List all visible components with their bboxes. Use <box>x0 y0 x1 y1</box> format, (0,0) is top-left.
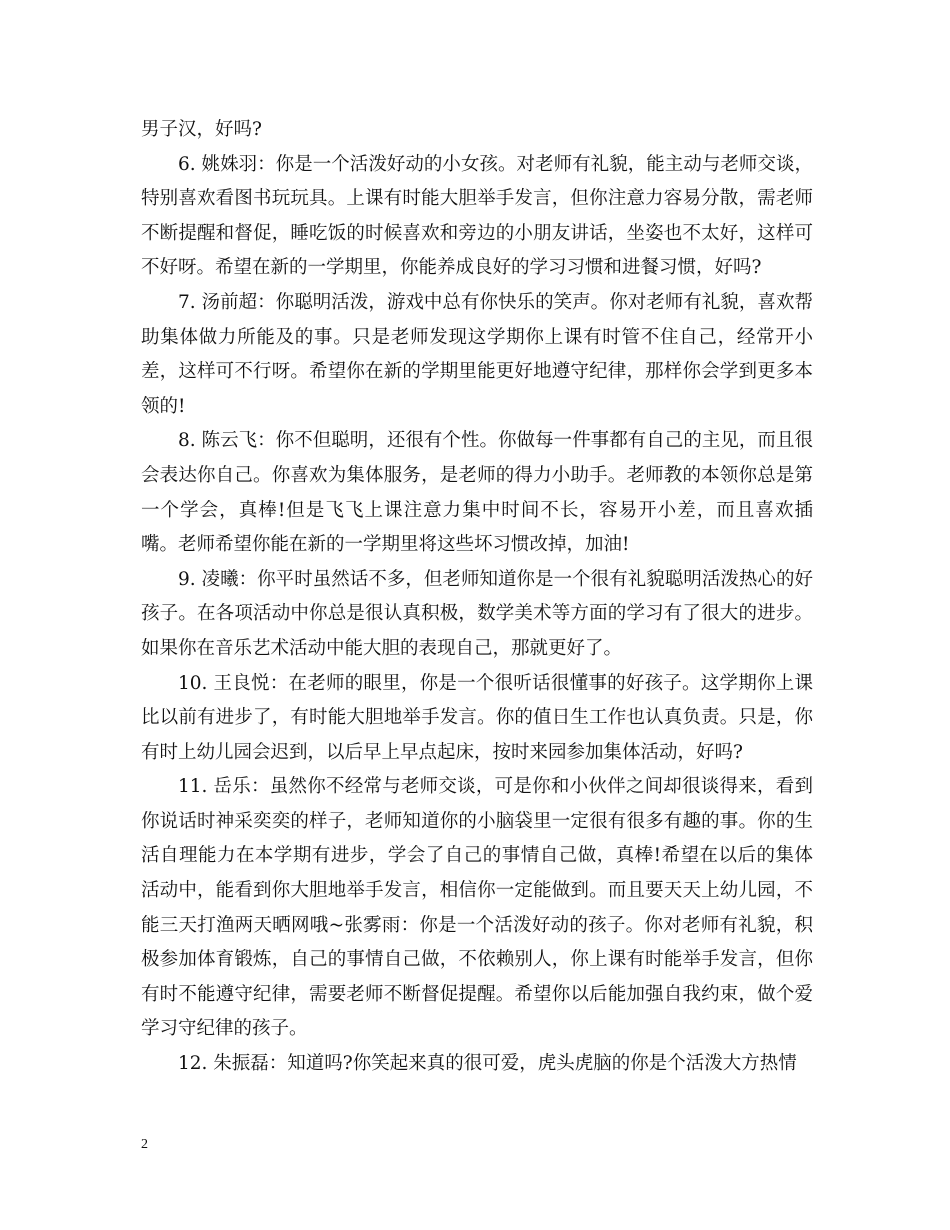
paragraph-comment-8: 8. 陈云飞：你不但聪明，还很有个性。你做每一件事都有自己的主见，而且很会表达你自己。你喜欢为集体服务，是老师的得力小助手。老师教的本领你总是第一个学会，真棒!但是飞飞上课注意力集中时间不长，容易开小差，而且喜欢插嘴。老师希望你能在新的一学期里将这些坏习惯改掉，加油! <box>141 430 813 556</box>
page-number: 2 <box>141 1137 148 1152</box>
paragraph-comment-7: 7. 汤前超：你聪明活泼，游戏中总有你快乐的笑声。你对老师有礼貌，喜欢帮助集体做力所能及的事。只是老师发现这学期你上课有时管不住自己，经常开小差，这样可不行呀。希望你在新的学期里能更好地遵守纪律，那样你会学到更多本领的! <box>141 291 813 417</box>
paragraph-comment-9: 9. 凌曦：你平时虽然话不多，但老师知道你是一个很有礼貌聪明活泼热心的好孩子。在各项活动中你总是很认真积极，数学美术等方面的学习有了很大的进步。如果你在音乐艺术活动中能大胆的表现自己，那就更好了。 <box>141 568 813 659</box>
paragraph-comment-10: 10. 王良悦：在老师的眼里，你是一个很听话很懂事的好孩子。这学期你上课比以前有进步了，有时能大胆地举手发言。你的值日生工作也认真负责。只是，你有时上幼儿园会迟到，以后早上早点起床，按时来园参加集体活动，好吗? <box>141 672 813 763</box>
paragraph-comment-6: 6. 姚姝羽：你是一个活泼好动的小女孩。对老师有礼貌，能主动与老师交谈，特别喜欢看图书玩玩具。上课有时能大胆举手发言，但你注意力容易分散，需老师不断提醒和督促，睡吃饭的时候喜欢和旁边的小朋友讲话，坐姿也不太好，这样可不好呀。希望在新的一学期里，你能养成良好的学习习惯和进餐习惯，好吗? <box>141 153 813 279</box>
paragraph-comment-12: 12. 朱振磊：知道吗?你笑起来真的很可爱，虎头虎脑的你是个活泼大方热情 <box>178 1053 797 1075</box>
paragraph-comment-11: 11. 岳乐：虽然你不经常与老师交谈，可是你和小伙伴之间却很谈得来，看到你说话时神采奕奕的样子，老师知道你的小脑袋里一定很有很多有趣的事。你的生活自理能力在本学期有进步，学会了自己的事情自己做，真棒!希望在以后的集体活动中，能看到你大胆地举手发言，相信你一定能做到。而且要天天上幼儿园，不能三天打渔两天晒网哦~张雾雨：你是一个活泼好动的孩子。你对老师有礼貌，积极参加体育锻炼，自己的事情自己做，不依赖别人，你上课有时能举手发言，但你有时不能遵守纪律，需要老师不断督促提醒。希望你以后能加强自我约束，做个爱学习守纪律的孩子。 <box>141 776 814 1040</box>
document-body <box>141 113 813 1082</box>
paragraph-continuation: 男子汉，好吗? <box>141 119 262 140</box>
